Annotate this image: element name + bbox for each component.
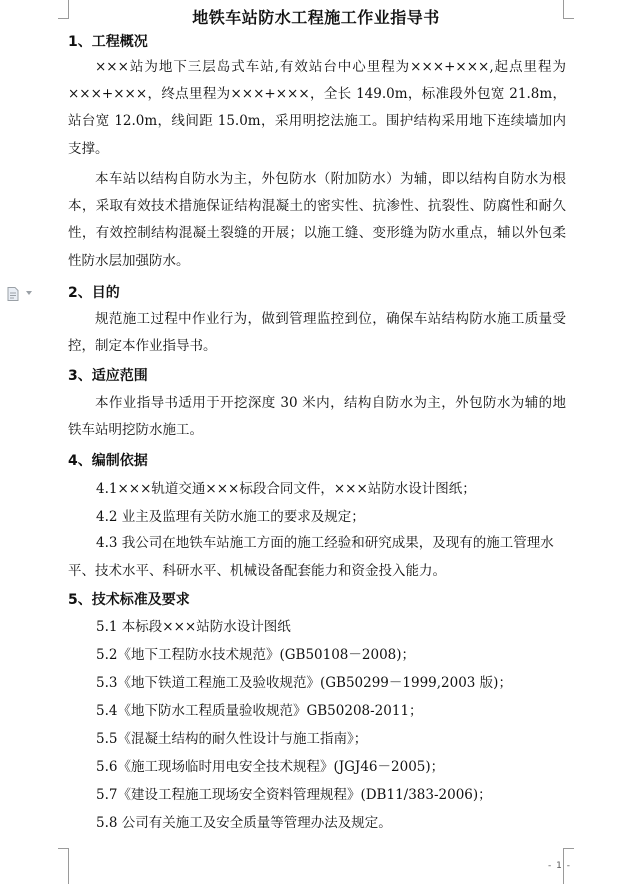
section-heading-scope: 3、适应范围: [68, 368, 148, 384]
standard-item-5-7: 5.7《建设工程施工现场安全资料管理规程》(DB11/383-2006)；: [96, 787, 492, 803]
section-heading-standards: 5、技术标准及要求: [68, 592, 190, 608]
standard-item-5-6: 5.6《施工现场临时用电安全技术规程》(JGJ46－2005)；: [96, 759, 445, 775]
section-heading-purpose: 2、目的: [68, 285, 120, 301]
document-outline-icon[interactable]: [7, 287, 19, 301]
standard-item-5-8: 5.8 公司有关施工及安全质量等管理办法及规定。: [96, 815, 392, 831]
crop-mark-bottom-left: [58, 848, 69, 884]
scope-paragraph: 本作业指导书适用于开挖深度 30 米内，结构自防水为主，外包防水为辅的地铁车站明挖防水施工。: [68, 395, 566, 439]
overview-paragraph-1: ×××站为地下三层岛式车站,有效站台中心里程为×××+×××,起点里程为×××+×××，终点里程为×××+×××，全长 149.0m，标准段外包宽 21.8m， 站台宽 12.0m，线间距 15.0m，采用明挖法施工。围护结构采用地下连续墙加内支撑。: [68, 59, 566, 157]
standard-item-5-2: 5.2《地下工程防水技术规范》(GB50108－2008)；: [96, 647, 416, 663]
standard-item-5-1: 5.1 本标段×××站防水设计图纸: [96, 619, 291, 635]
document-title: 地铁车站防水工程施工作业指导书: [192, 8, 440, 27]
page-number: - 1 -: [548, 861, 571, 871]
basis-item-4-1: 4.1×××轨道交通×××标段合同文件，×××站防水设计图纸；: [96, 481, 476, 497]
basis-item-4-2: 4.2 业主及监理有关防水施工的要求及规定；: [96, 509, 365, 525]
section-heading-basis: 4、编制依据: [68, 453, 148, 469]
standard-item-5-4: 5.4《地下防水工程质量验收规范》GB50208-2011；: [96, 703, 423, 719]
overview-paragraph-2: 本车站以结构自防水为主，外包防水（附加防水）为辅，即以结构自防水为根本，采取有效技术措施保证结构混凝土的密实性、抗渗性、抗裂性、防腐性和耐久性，有效控制结构混凝土裂缝的开展；以施工缝、变形缝为防水重点，辅以外包柔性防水层加强防水。: [68, 171, 566, 269]
basis-item-4-3: 4.3 我公司在地铁车站施工方面的施工经验和研究成果，及现有的施工管理水平、技术水平、科研水平、机械设备配套能力和资金投入能力。: [68, 535, 554, 579]
caret-down-icon[interactable]: [26, 291, 32, 295]
section-heading-overview: 1、工程概况: [68, 34, 148, 50]
purpose-paragraph: 规范施工过程中作业行为，做到管理监控到位，确保车站结构防水施工质量受控，制定本作业指导书。: [68, 311, 566, 355]
standard-item-5-5: 5.5《混凝土结构的耐久性设计与施工指南》；: [96, 731, 368, 747]
standard-item-5-3: 5.3《地下铁道工程施工及验收规范》(GB50299－1999,2003 版)；: [96, 675, 512, 691]
